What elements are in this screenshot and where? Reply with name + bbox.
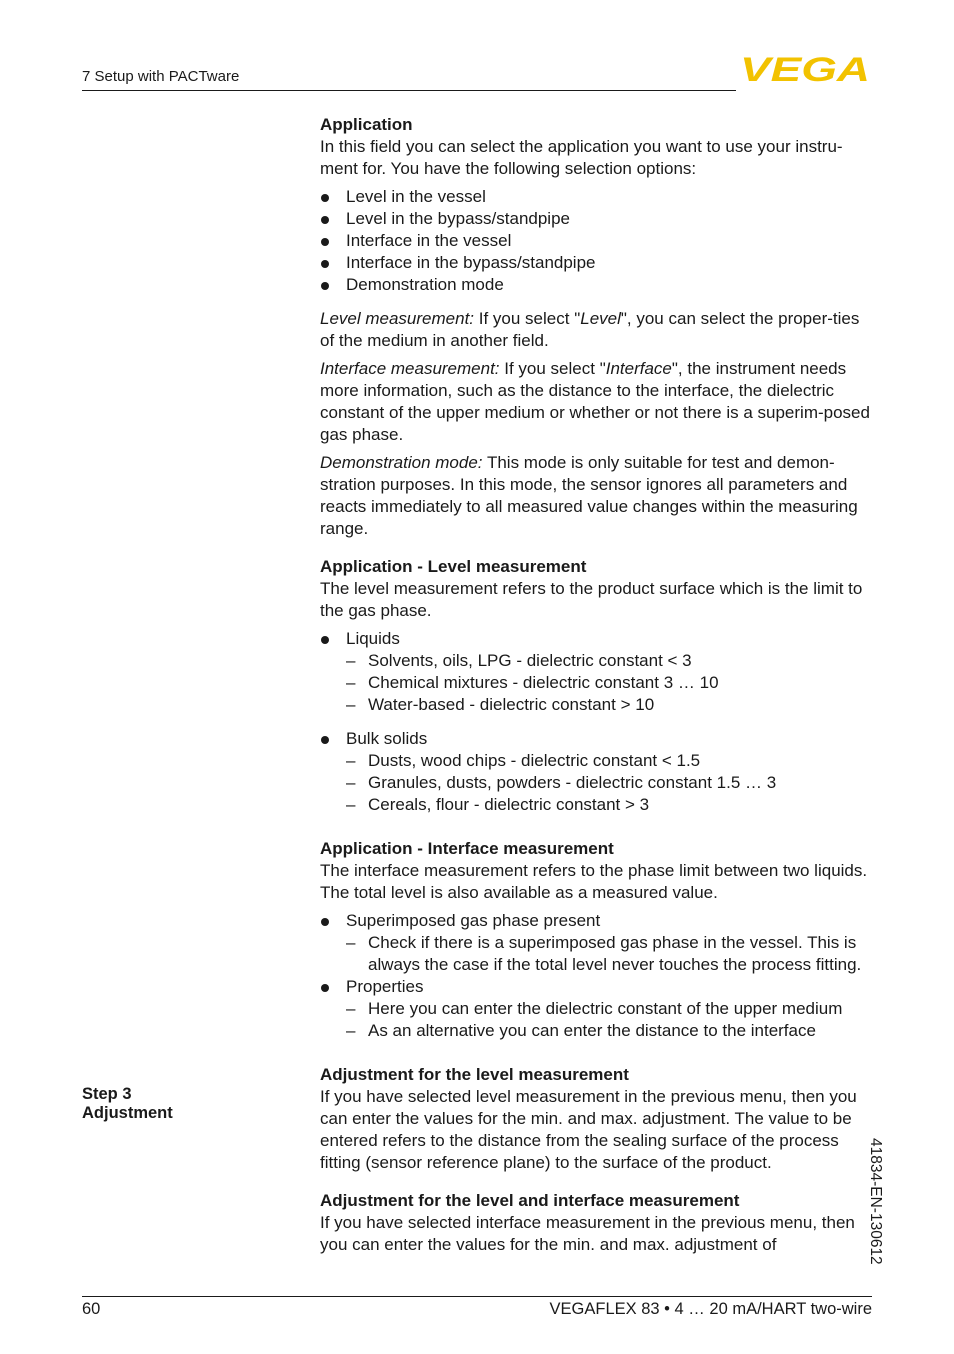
header-divider — [82, 90, 736, 91]
list-item: Superimposed gas phase present – Check if there is a superimposed gas phase in the vessel. This is always the case if the total level never touches the process fitting. — [320, 910, 876, 976]
logo-text: VEGA — [740, 52, 870, 84]
footer-divider — [82, 1296, 872, 1297]
interface-intro: The interface measurement refers to the phase limit between two liquids. The total level is also available as a measured value. — [320, 861, 868, 902]
list-item: Level in the bypass/standpipe — [320, 208, 876, 230]
demonstration-mode-note: Demonstration mode: This mode is only suitable for test and demon-stration purposes. In this mode, the sensor ignores all parameters and reacts immediately to all measured value changes within the measuring range. — [320, 453, 858, 538]
bulk-sublist — [346, 750, 876, 816]
level-intro: The level measurement refers to the product surface which is the limit to the gas phase. — [320, 579, 863, 620]
product-name: VEGAFLEX 83 • 4 … 20 mA/HART two-wire — [549, 1300, 872, 1318]
sidebar-step — [82, 1085, 173, 1123]
interface-options — [320, 910, 876, 1042]
bullet-icon — [321, 736, 329, 744]
adjust-interface-text: If you have selected interface measurement in the previous menu, then you can enter the values for the min. and max. adjustment of — [320, 1213, 855, 1254]
properties-sublist — [346, 998, 876, 1042]
bullet-icon — [321, 238, 329, 246]
list-item: – Water-based - dielectric constant > 10 — [346, 695, 655, 714]
step-title: Adjustment — [82, 1104, 173, 1122]
document-code: 41834-EN-130612 — [867, 1138, 884, 1265]
main-content — [320, 114, 876, 1256]
list-item: Liquids – Solvents, oils, LPG - dielectric constant < 3 – Chemical mixtures - dielectric constant 3 … 10 – Water-based - dielectric constant > 10 — [320, 628, 876, 716]
vega-logo — [740, 52, 872, 84]
adjust-interface-heading: Adjustment for the level and interface measurement — [320, 1191, 740, 1210]
header-section-title: 7 Setup with PACTware — [82, 68, 240, 85]
liquids-sublist — [346, 650, 876, 716]
adjust-level-heading: Adjustment for the level measurement — [320, 1065, 629, 1084]
list-item: – As an alternative you can enter the distance to the interface — [346, 1021, 816, 1040]
application-options — [320, 186, 876, 296]
step-number: Step 3 — [82, 1085, 132, 1103]
bullet-icon — [321, 282, 329, 290]
bullet-icon — [321, 194, 329, 202]
list-item: – Chemical mixtures - dielectric constant 3 … 10 — [346, 673, 719, 692]
list-item: Interface in the bypass/standpipe — [320, 252, 876, 274]
list-item: – Here you can enter the dielectric constant of the upper medium — [346, 999, 843, 1018]
level-measurement-note: Level measurement: If you select "Level", you can select the proper-ties of the medium in another field. — [320, 309, 860, 350]
page-number: 60 — [82, 1300, 101, 1318]
list-item: Demonstration mode — [320, 274, 876, 296]
interface-heading: Application - Interface measurement — [320, 839, 614, 858]
bullet-icon — [321, 918, 329, 926]
list-item: – Solvents, oils, LPG - dielectric constant < 3 — [346, 651, 692, 670]
list-item: Bulk solids – Dusts, wood chips - dielectric constant < 1.5 – Granules, dusts, powders - dielectric constant 1.5 … 3 – Cereals, flour - dielectric constant > 3 — [320, 728, 876, 816]
list-item: Interface in the vessel — [320, 230, 876, 252]
application-heading: Application — [320, 115, 413, 134]
bullet-icon — [321, 260, 329, 268]
bullet-icon — [321, 216, 329, 224]
list-item: Properties – Here you can enter the dielectric constant of the upper medium – As an alternative you can enter the distance to the interface — [320, 976, 876, 1042]
level-categories — [320, 628, 876, 716]
list-item: – Granules, dusts, powders - dielectric constant 1.5 … 3 — [346, 773, 777, 792]
list-item: – Dusts, wood chips - dielectric constant < 1.5 — [346, 751, 701, 770]
level-heading: Application - Level measurement — [320, 557, 587, 576]
bullet-icon — [321, 984, 329, 992]
bullet-icon — [321, 636, 329, 644]
gas-sublist — [346, 932, 876, 976]
list-item: – Check if there is a superimposed gas phase in the vessel. This is always the case if the total level never touches the process fitting. — [346, 933, 862, 974]
list-item: – Cereals, flour - dielectric constant > 3 — [346, 795, 650, 814]
interface-measurement-note: Interface measurement: If you select "Interface", the instrument needs more information, such as the distance to the interface, the dielectric constant of the upper medium or whether or not there is a superim-posed gas phase. — [320, 359, 870, 444]
adjust-level-text: If you have selected level measurement in the previous menu, then you can enter the values for the min. and max. adjustment. The value to be entered refers to the distance from the sealing surface of the process fitting (sensor reference plane) to the surface of the product. — [320, 1087, 857, 1172]
list-item: Level in the vessel — [320, 186, 876, 208]
application-intro: In this field you can select the application you want to use your instru-ment for. You have the following selection options: — [320, 137, 843, 178]
level-categories-bulk — [320, 728, 876, 816]
